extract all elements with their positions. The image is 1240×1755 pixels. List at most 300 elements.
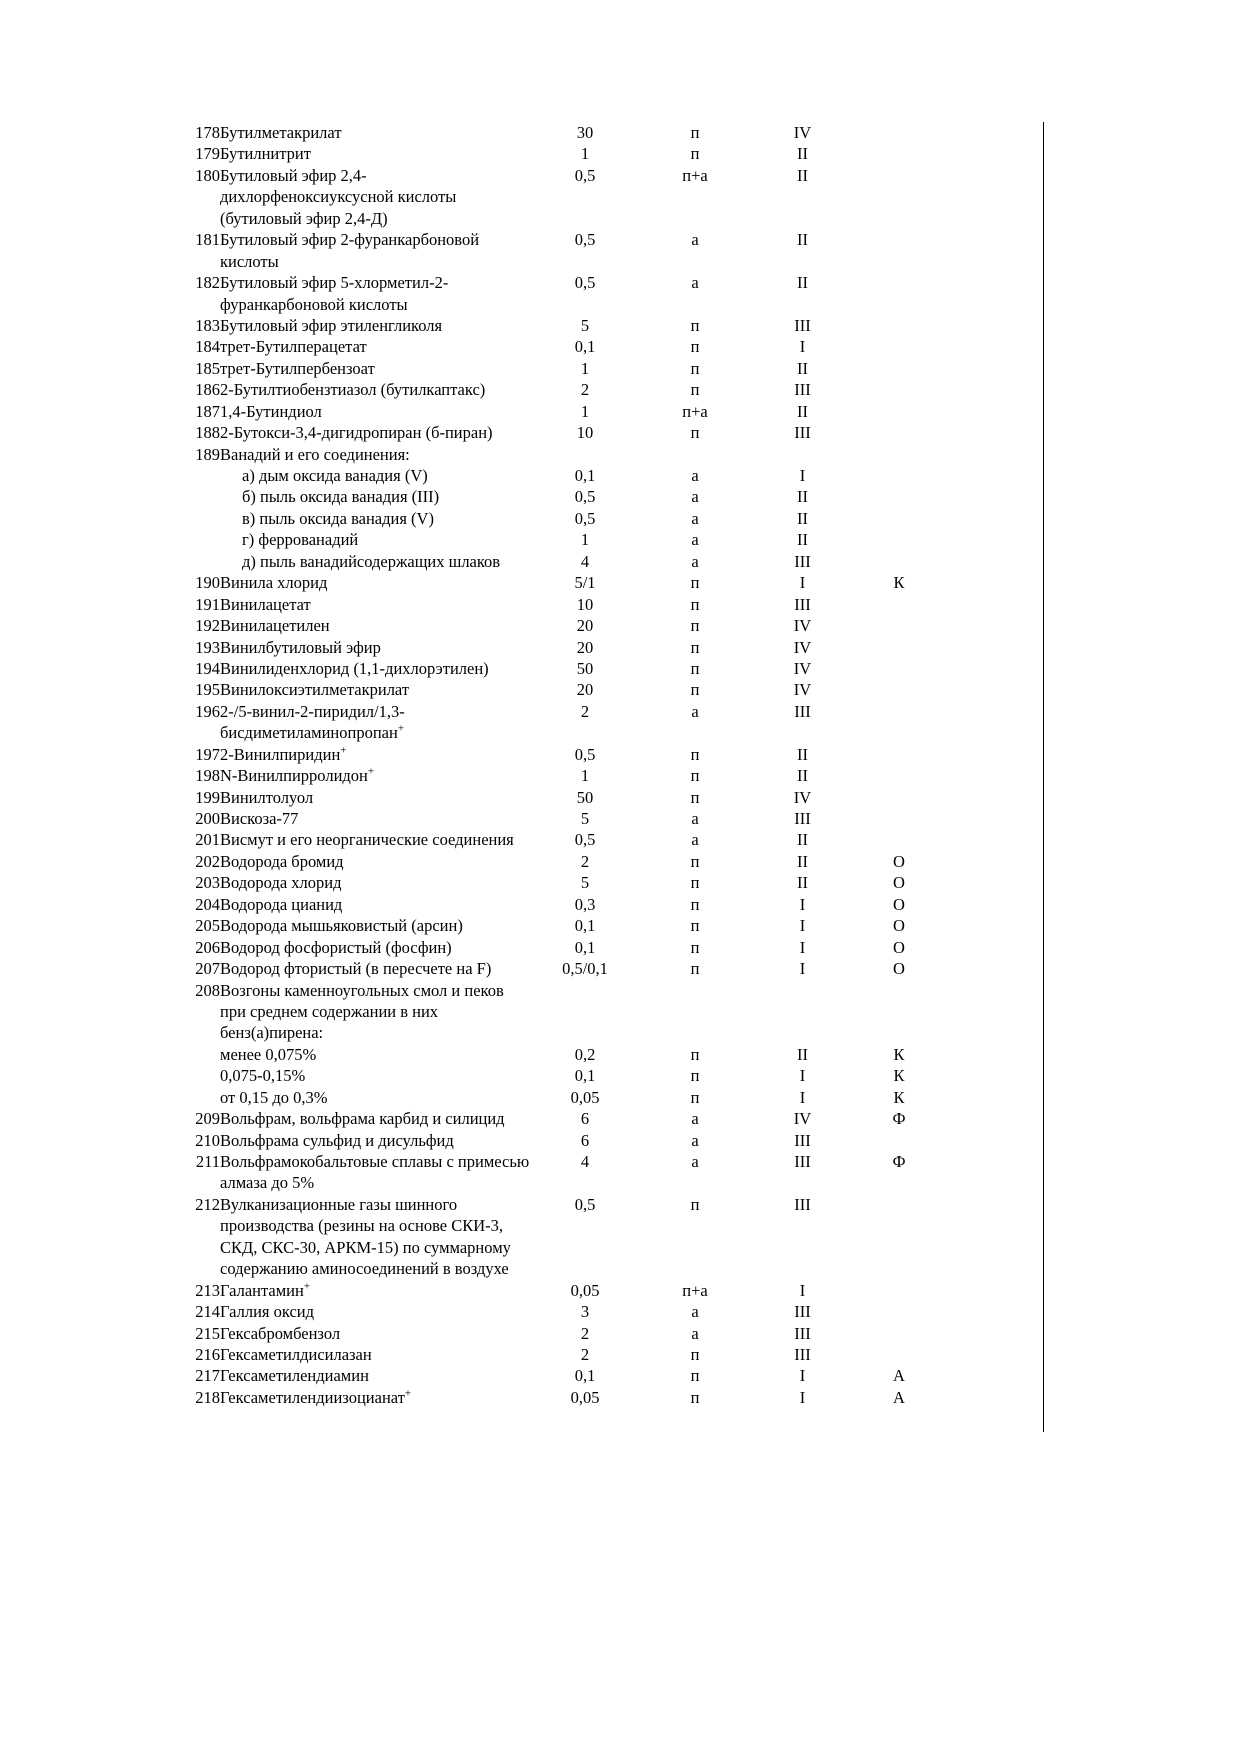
row-number bbox=[168, 551, 220, 572]
hazard-class: II bbox=[797, 230, 808, 250]
substance-name bbox=[220, 872, 530, 893]
substance-name-text: Вольфрам, вольфрама карбид и силицид bbox=[220, 1109, 505, 1129]
table-row bbox=[168, 851, 943, 872]
hazard-class: III bbox=[794, 423, 811, 443]
mpc-value: 0,5 bbox=[574, 273, 596, 293]
action-feature bbox=[855, 1280, 943, 1301]
right-border-rule bbox=[1043, 122, 1044, 1432]
substance-name-text: Водород фосфористый (фосфин) bbox=[220, 937, 452, 957]
hazard-class: IV bbox=[793, 787, 812, 807]
substance-name bbox=[220, 851, 530, 872]
row-number: 216 bbox=[195, 1344, 220, 1364]
substance-name-text: Висмут и его неорганические соединения bbox=[220, 830, 514, 850]
mpc-value: 0,5 bbox=[574, 744, 596, 764]
hazard-class: II bbox=[797, 358, 808, 378]
row-number bbox=[168, 1044, 220, 1065]
table-row bbox=[168, 1301, 943, 1322]
action-feature bbox=[855, 551, 943, 572]
hazard-class: III bbox=[794, 1130, 811, 1150]
table-row bbox=[168, 551, 943, 572]
row-number: 185 bbox=[195, 358, 220, 378]
row-number: 187 bbox=[195, 401, 220, 421]
aggregate-state: п bbox=[690, 680, 700, 700]
action-feature bbox=[855, 679, 943, 700]
hazard-class: III bbox=[794, 380, 811, 400]
aggregate-state: а bbox=[691, 1323, 699, 1343]
mpc-value: 4 bbox=[580, 551, 590, 571]
aggregate-state bbox=[640, 444, 750, 465]
substance-name bbox=[220, 358, 530, 379]
substance-name bbox=[220, 787, 530, 808]
aggregate-state: п bbox=[690, 637, 700, 657]
substance-name bbox=[220, 529, 530, 550]
hazard-class: II bbox=[797, 851, 808, 871]
row-number: 182 bbox=[195, 273, 220, 293]
table-row bbox=[168, 122, 943, 143]
aggregate-state: п bbox=[690, 380, 700, 400]
substance-name bbox=[220, 915, 530, 936]
table-row bbox=[168, 1344, 943, 1365]
action-feature bbox=[855, 486, 943, 507]
action-feature: О bbox=[893, 937, 905, 957]
aggregate-state: п+а bbox=[682, 1280, 708, 1300]
hazard-class: I bbox=[799, 573, 806, 593]
aggregate-state: п+а bbox=[682, 401, 708, 421]
aggregate-state: п bbox=[690, 959, 700, 979]
footnote-marker: + bbox=[367, 765, 375, 778]
row-number: 203 bbox=[195, 873, 220, 893]
action-feature bbox=[855, 1344, 943, 1365]
substance-name-text: Бутиловый эфир этиленгликоля bbox=[220, 315, 443, 335]
table-row bbox=[168, 894, 943, 915]
substance-name bbox=[220, 165, 530, 229]
row-number: 193 bbox=[195, 637, 220, 657]
substance-name bbox=[220, 894, 530, 915]
aggregate-state: п bbox=[690, 123, 700, 142]
table-row bbox=[168, 1151, 943, 1194]
row-number: 196 bbox=[195, 701, 220, 721]
substance-name-text: Гексабромбензол bbox=[220, 1323, 341, 1343]
substance-name-text: Водорода мышьяковистый (арсин) bbox=[220, 916, 463, 936]
row-number: 199 bbox=[195, 787, 220, 807]
substance-name-text: Гексаметилендиизоцианат bbox=[220, 1387, 405, 1407]
row-number bbox=[168, 465, 220, 486]
hazard-class: I bbox=[799, 466, 806, 485]
mpc-value: 3 bbox=[580, 1302, 590, 1322]
row-number: 195 bbox=[195, 680, 220, 700]
mpc-value: 0,1 bbox=[574, 466, 596, 485]
table-row bbox=[168, 1108, 943, 1129]
hazard-class bbox=[750, 444, 855, 465]
mpc-value: 0,1 bbox=[574, 1066, 596, 1086]
row-number: 215 bbox=[195, 1323, 220, 1343]
hazard-class: III bbox=[794, 1323, 811, 1343]
mpc-value: 2 bbox=[580, 701, 590, 721]
substance-name-text: Винилацетат bbox=[220, 594, 311, 614]
table-row bbox=[168, 958, 943, 979]
action-feature bbox=[855, 594, 943, 615]
table-row bbox=[168, 336, 943, 357]
mpc-value: 2 bbox=[580, 851, 590, 871]
row-number: 218 bbox=[195, 1387, 220, 1407]
action-feature: О bbox=[893, 894, 905, 914]
substance-name-text: менее 0,075% bbox=[220, 1044, 317, 1064]
hazard-class: II bbox=[797, 508, 808, 528]
mpc-value: 1 bbox=[580, 530, 590, 550]
table-row bbox=[168, 272, 943, 315]
hazard-class: IV bbox=[793, 123, 812, 142]
hazard-class: I bbox=[799, 894, 806, 914]
substance-name bbox=[220, 143, 530, 164]
row-number: 201 bbox=[195, 830, 220, 850]
aggregate-state: а bbox=[691, 487, 699, 507]
action-feature bbox=[855, 165, 943, 229]
mpc-value: 0,05 bbox=[570, 1087, 600, 1107]
action-feature bbox=[855, 336, 943, 357]
hazard-class: III bbox=[794, 1344, 811, 1364]
table-row bbox=[168, 637, 943, 658]
substance-name-text: д) пыль ванадийсодержащих шлаков bbox=[242, 551, 501, 571]
substance-name-text: Винилацетилен bbox=[220, 616, 330, 636]
row-number: 200 bbox=[195, 809, 220, 828]
aggregate-state: п bbox=[690, 594, 700, 614]
substance-name bbox=[220, 829, 530, 850]
table-row bbox=[168, 143, 943, 164]
mpc-value: 0,5 bbox=[574, 508, 596, 528]
table-row bbox=[168, 379, 943, 400]
substance-name-text: 0,075-0,15% bbox=[220, 1066, 306, 1086]
aggregate-state: п bbox=[690, 315, 700, 335]
substance-name bbox=[220, 336, 530, 357]
table-row bbox=[168, 658, 943, 679]
substance-name bbox=[220, 1344, 530, 1365]
substance-name bbox=[220, 1108, 530, 1129]
substance-name-text: Бутилнитрит bbox=[220, 144, 311, 164]
row-number bbox=[168, 1065, 220, 1086]
mpc-value: 0,3 bbox=[574, 894, 596, 914]
substance-name bbox=[220, 1044, 530, 1065]
row-number: 212 bbox=[195, 1194, 220, 1214]
aggregate-state bbox=[640, 980, 750, 1044]
mpc-value: 1 bbox=[580, 358, 590, 378]
action-feature bbox=[855, 465, 943, 486]
mpc-value: 0,5 bbox=[574, 830, 596, 850]
aggregate-state: а bbox=[691, 701, 699, 721]
mpc-value: 0,1 bbox=[574, 337, 596, 357]
mpc-value: 0,2 bbox=[574, 1044, 596, 1064]
row-number: 214 bbox=[195, 1302, 220, 1322]
substance-name-text: Винилтолуол bbox=[220, 787, 314, 807]
hazard-class: III bbox=[794, 594, 811, 614]
mpc-value: 6 bbox=[580, 1130, 590, 1150]
mpc-value: 2 bbox=[580, 1344, 590, 1364]
action-feature bbox=[855, 615, 943, 636]
aggregate-state: а bbox=[691, 1302, 699, 1322]
mpc-value: 1 bbox=[580, 401, 590, 421]
action-feature bbox=[855, 444, 943, 465]
hazard-class: III bbox=[794, 701, 811, 721]
substance-name bbox=[220, 551, 530, 572]
substance-name-text: Винилоксиэтилметакрилат bbox=[220, 680, 410, 700]
action-feature bbox=[855, 122, 943, 143]
substance-name bbox=[220, 615, 530, 636]
aggregate-state: п bbox=[690, 916, 700, 936]
row-number: 211 bbox=[195, 1152, 220, 1171]
table-row bbox=[168, 1365, 943, 1386]
hazard-class: II bbox=[797, 1044, 808, 1064]
table-row bbox=[168, 401, 943, 422]
row-number: 190 bbox=[195, 573, 220, 593]
aggregate-state: а bbox=[691, 1152, 699, 1171]
action-feature bbox=[855, 379, 943, 400]
substance-name-text: г) феррованадий bbox=[242, 530, 359, 550]
substance-name bbox=[220, 1065, 530, 1086]
mpc-value: 0,5 bbox=[574, 487, 596, 507]
hazard-class: IV bbox=[793, 616, 812, 636]
hazard-class: II bbox=[797, 487, 808, 507]
table-row bbox=[168, 765, 943, 786]
substance-name bbox=[220, 937, 530, 958]
substance-name-text: Винилиденхлорид (1,1-дихлорэтилен) bbox=[220, 658, 489, 678]
table-row bbox=[168, 744, 943, 765]
action-feature: Ф bbox=[892, 1109, 906, 1129]
substance-name-text: Водород фтористый (в пересчете на F) bbox=[220, 959, 492, 979]
substance-name-text: от 0,15 до 0,3% bbox=[220, 1087, 328, 1107]
substance-name bbox=[220, 1323, 530, 1344]
substance-name bbox=[220, 1130, 530, 1151]
hazard-class: I bbox=[799, 1387, 806, 1407]
action-feature: Ф bbox=[892, 1152, 906, 1171]
substance-name-text: Вискоза-77 bbox=[220, 809, 299, 828]
row-number: 217 bbox=[195, 1366, 220, 1386]
mpc-value: 0,5 bbox=[574, 230, 596, 250]
mpc-value: 0,5 bbox=[574, 1194, 596, 1214]
mpc-value: 20 bbox=[576, 637, 594, 657]
hazard-class: I bbox=[799, 1066, 806, 1086]
substance-name bbox=[220, 1194, 530, 1280]
substance-name-text: Вольфрама сульфид и дисульфид bbox=[220, 1130, 454, 1150]
table-row bbox=[168, 358, 943, 379]
row-number: 207 bbox=[195, 959, 220, 979]
substance-name-text: Водорода цианид bbox=[220, 894, 343, 914]
table-row bbox=[168, 1044, 943, 1065]
aggregate-state: п bbox=[690, 616, 700, 636]
mpc-value: 50 bbox=[576, 658, 594, 678]
substance-name-text: Ванадий и его соединения: bbox=[220, 444, 410, 464]
hazard-class bbox=[750, 980, 855, 1044]
action-feature bbox=[855, 980, 943, 1044]
aggregate-state: а bbox=[691, 230, 699, 250]
table-row bbox=[168, 980, 943, 1044]
aggregate-state: а bbox=[691, 809, 699, 828]
substance-name bbox=[220, 1301, 530, 1322]
action-feature: А bbox=[893, 1387, 905, 1407]
aggregate-state: п bbox=[690, 1344, 700, 1364]
table-row bbox=[168, 315, 943, 336]
mpc-value: 10 bbox=[576, 423, 594, 443]
mpc-value: 0,1 bbox=[574, 1366, 596, 1386]
action-feature bbox=[855, 637, 943, 658]
table-row bbox=[168, 1387, 943, 1408]
substance-name-text: Водорода бромид bbox=[220, 851, 344, 871]
substance-name bbox=[220, 229, 530, 272]
substance-name-text: в) пыль оксида ванадия (V) bbox=[242, 508, 434, 528]
table-row bbox=[168, 529, 943, 550]
substance-name-text: трет-Бутилперацетат bbox=[220, 337, 367, 357]
substance-name-text: б) пыль оксида ванадия (III) bbox=[242, 487, 440, 507]
mpc-value bbox=[530, 444, 640, 465]
table-row bbox=[168, 787, 943, 808]
action-feature bbox=[855, 1301, 943, 1322]
substance-name bbox=[220, 465, 530, 486]
substances-table-wrapper bbox=[168, 122, 943, 1408]
mpc-value: 0,05 bbox=[570, 1280, 600, 1300]
table-row bbox=[168, 872, 943, 893]
substance-name-text: 2-/5-винил-2-пиридил/1,3-бисдиметиламинопропан bbox=[220, 701, 405, 743]
row-number: 184 bbox=[195, 337, 220, 357]
substance-name bbox=[220, 1151, 530, 1194]
row-number: 204 bbox=[195, 894, 220, 914]
substance-name bbox=[220, 508, 530, 529]
row-number: 180 bbox=[195, 165, 220, 185]
action-feature: О bbox=[893, 873, 905, 893]
substance-name-text: трет-Бутилпербензоат bbox=[220, 358, 375, 378]
row-number: 181 bbox=[195, 230, 220, 250]
row-number bbox=[168, 1087, 220, 1108]
aggregate-state: а bbox=[691, 1130, 699, 1150]
hazard-class: II bbox=[797, 144, 808, 164]
action-feature bbox=[855, 229, 943, 272]
hazard-class: I bbox=[799, 1366, 806, 1386]
table-row bbox=[168, 422, 943, 443]
mpc-value: 0,1 bbox=[574, 916, 596, 936]
action-feature bbox=[855, 701, 943, 744]
substance-name-text: Вулканизационные газы шинного производства (резины на основе СКИ-3, СКД, СКС-30, АРКМ-15) по суммарному содержанию аминосоединений в воздухе bbox=[220, 1194, 511, 1279]
row-number: 209 bbox=[195, 1109, 220, 1129]
substance-name-text: 2-Бутилтиобензтиазол (бутилкаптакс) bbox=[220, 380, 486, 400]
substance-name-text: Бутиловый эфир 2,4-дихлорфеноксиуксусной кислоты (бутиловый эфир 2,4-Д) bbox=[220, 165, 457, 228]
aggregate-state: п bbox=[690, 766, 700, 786]
table-row bbox=[168, 701, 943, 744]
aggregate-state: п bbox=[690, 1066, 700, 1086]
action-feature bbox=[855, 1323, 943, 1344]
aggregate-state: п bbox=[690, 144, 700, 164]
row-number: 205 bbox=[195, 916, 220, 936]
action-feature: К bbox=[893, 1044, 905, 1064]
aggregate-state: п bbox=[690, 873, 700, 893]
footnote-marker: + bbox=[340, 744, 347, 757]
mpc-value: 50 bbox=[576, 787, 594, 807]
hazard-class: III bbox=[794, 551, 811, 571]
substance-name bbox=[220, 980, 530, 1044]
footnote-marker: + bbox=[397, 722, 405, 735]
substance-name bbox=[220, 315, 530, 336]
substance-name bbox=[220, 637, 530, 658]
aggregate-state: п bbox=[690, 1366, 700, 1386]
substance-name bbox=[220, 272, 530, 315]
hazard-class: III bbox=[794, 1302, 811, 1322]
hazard-class: II bbox=[797, 401, 808, 421]
table-row bbox=[168, 465, 943, 486]
row-number: 194 bbox=[195, 658, 220, 678]
substance-name bbox=[220, 744, 530, 765]
mpc-value: 2 bbox=[580, 1323, 590, 1343]
table-row bbox=[168, 1087, 943, 1108]
action-feature bbox=[855, 508, 943, 529]
substance-name-text: Винилбутиловый эфир bbox=[220, 637, 381, 657]
aggregate-state: а bbox=[691, 830, 699, 850]
table-row bbox=[168, 1065, 943, 1086]
substance-name bbox=[220, 594, 530, 615]
mpc-value: 10 bbox=[576, 594, 594, 614]
aggregate-state: п bbox=[690, 337, 700, 357]
hazard-class: I bbox=[799, 959, 806, 979]
action-feature bbox=[855, 422, 943, 443]
mpc-value: 6 bbox=[580, 1109, 590, 1129]
hazard-class: I bbox=[799, 337, 806, 357]
mpc-value: 0,5/0,1 bbox=[562, 959, 608, 979]
substance-name-text: Бутиловый эфир 2-фуранкарбоновой кислоты bbox=[220, 230, 480, 271]
aggregate-state: п bbox=[690, 851, 700, 871]
action-feature: А bbox=[893, 1366, 905, 1386]
aggregate-state: п bbox=[690, 894, 700, 914]
aggregate-state: п bbox=[690, 787, 700, 807]
action-feature bbox=[855, 744, 943, 765]
table-row bbox=[168, 1280, 943, 1301]
mpc-value: 4 bbox=[580, 1152, 590, 1171]
action-feature bbox=[855, 143, 943, 164]
action-feature: К bbox=[893, 573, 905, 593]
action-feature bbox=[855, 1130, 943, 1151]
mpc-value: 5 bbox=[580, 873, 590, 893]
hazard-class: IV bbox=[793, 680, 812, 700]
table-row bbox=[168, 1323, 943, 1344]
table-row bbox=[168, 486, 943, 507]
substance-name bbox=[220, 765, 530, 786]
hazard-class: II bbox=[797, 165, 808, 185]
aggregate-state: п bbox=[690, 937, 700, 957]
substance-name bbox=[220, 808, 530, 829]
aggregate-state: п+а bbox=[682, 165, 708, 185]
table-row bbox=[168, 229, 943, 272]
mpc-value: 1 bbox=[580, 766, 590, 786]
table-row bbox=[168, 594, 943, 615]
row-number: 213 bbox=[195, 1280, 220, 1300]
row-number: 183 bbox=[195, 315, 220, 335]
row-number: 186 bbox=[195, 380, 220, 400]
aggregate-state: п bbox=[690, 1194, 700, 1214]
substance-name-text: Бутиловый эфир 5-хлорметил-2-фуранкарбоновой кислоты bbox=[220, 273, 449, 314]
substance-name-text: а) дым оксида ванадия (V) bbox=[242, 466, 428, 485]
action-feature bbox=[855, 315, 943, 336]
hazard-class: II bbox=[797, 273, 808, 293]
substance-name-text: Бутилметакрилат bbox=[220, 123, 342, 142]
action-feature: К bbox=[893, 1087, 905, 1107]
aggregate-state: п bbox=[690, 358, 700, 378]
hazard-class: I bbox=[799, 1087, 806, 1107]
row-number bbox=[168, 486, 220, 507]
row-number: 208 bbox=[195, 980, 220, 1000]
hazard-class: III bbox=[794, 1152, 811, 1171]
aggregate-state: п bbox=[690, 1044, 700, 1064]
action-feature: О bbox=[893, 959, 905, 979]
action-feature bbox=[855, 1194, 943, 1280]
substance-name bbox=[220, 1387, 530, 1408]
action-feature bbox=[855, 787, 943, 808]
substance-name-text: 2-Винилпиридин bbox=[220, 744, 341, 764]
footnote-marker: + bbox=[404, 1387, 412, 1400]
aggregate-state: а bbox=[691, 466, 699, 485]
